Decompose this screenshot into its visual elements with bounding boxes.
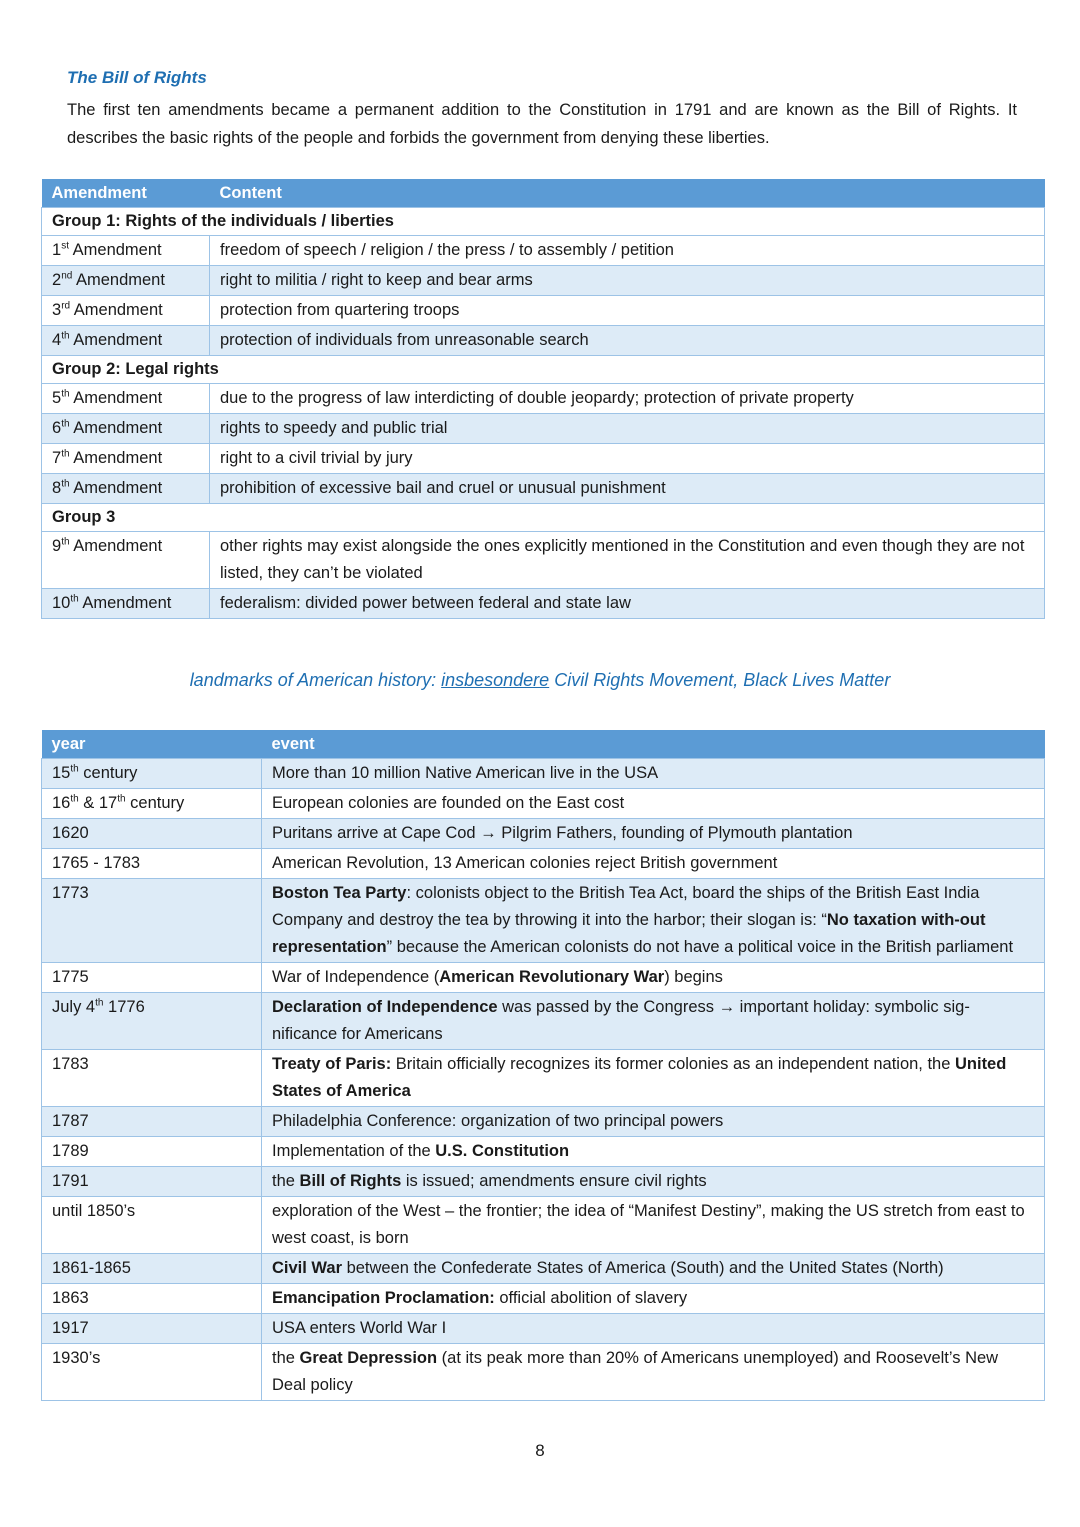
event-text: between the Confederate States of America (South) and the United States (North) <box>342 1259 944 1277</box>
year-cell <box>42 1050 262 1107</box>
amendment-label: Amendment <box>69 419 163 437</box>
event-text: the <box>272 1349 300 1367</box>
amendment-number: 1 <box>52 241 62 259</box>
event-highlight: Bill of Rights <box>299 1172 402 1190</box>
event-text: is issued; amendments ensure civil rights <box>401 1172 707 1190</box>
event-text: USA enters World War I <box>272 1319 447 1337</box>
amendment-label: Amendment <box>72 271 165 289</box>
table-row <box>42 532 1045 589</box>
event-text: War of Independence ( <box>272 968 440 986</box>
amendment-content: protection of individuals from unreasonable search <box>210 326 1045 356</box>
amendment-label: Amendment <box>69 331 163 349</box>
table-row <box>42 414 1045 444</box>
event-text: More than 10 million Native American live in the USA <box>272 764 659 782</box>
year-cell <box>42 1284 262 1314</box>
amendment-label: Amendment <box>69 537 163 555</box>
year-cell <box>42 819 262 849</box>
event-text: European colonies are founded on the East cost <box>272 794 625 812</box>
amendment-cell <box>42 266 210 296</box>
amendment-ordinal: th <box>61 330 70 342</box>
intro-paragraph: The first ten amendments became a permanent addition to the Constitution in 1791 and are known as the Bill of Rights. It describes the basic rights of the people and forbids the government from denying these liberties. <box>67 101 1017 147</box>
event-text: ) begins <box>664 968 723 986</box>
event-highlight: Civil War <box>272 1259 342 1277</box>
event-cell <box>262 819 1045 849</box>
year-text: 1930’s <box>52 1349 101 1367</box>
amendment-ordinal: th <box>61 448 70 460</box>
amendment-content: freedom of speech / religion / the press / to assembly / petition <box>210 236 1045 266</box>
header-event: event <box>262 731 1045 759</box>
table-row <box>42 384 1045 414</box>
table-row <box>42 963 1045 993</box>
amendment-number: 3 <box>52 301 62 319</box>
year-text: 1789 <box>52 1142 89 1160</box>
table-row <box>42 819 1045 849</box>
amendment-label: Amendment <box>69 479 163 497</box>
amendment-cell <box>42 474 210 504</box>
event-cell <box>262 1137 1045 1167</box>
table-row <box>42 236 1045 266</box>
amendment-ordinal: st <box>61 240 69 252</box>
table-row <box>42 589 1045 619</box>
amendment-ordinal: th <box>61 418 70 430</box>
table-row <box>42 266 1045 296</box>
year-text: 1783 <box>52 1055 89 1073</box>
year-cell <box>42 1137 262 1167</box>
amendment-cell <box>42 384 210 414</box>
landmarks-heading <box>0 670 1080 691</box>
table-row <box>42 1254 1045 1284</box>
event-highlight: U.S. Constitution <box>435 1142 570 1160</box>
event-text: Puritans arrive at Cape Cod → Pilgrim Fathers, founding of Plymouth plantation <box>272 824 853 842</box>
year-cell <box>42 963 262 993</box>
amendment-cell <box>42 589 210 619</box>
landmarks-prefix: landmarks of American history: <box>189 670 442 690</box>
table-row <box>42 879 1045 963</box>
event-highlight: Treaty of Paris: <box>272 1055 392 1073</box>
event-cell <box>262 1344 1045 1401</box>
event-text: Philadelphia Conference: organization of two principal powers <box>272 1112 724 1130</box>
timeline-table <box>41 730 1045 1401</box>
group-title: Group 2: Legal rights <box>42 356 1045 384</box>
year-ordinal: th <box>70 793 79 805</box>
year-ordinal: th <box>70 763 79 775</box>
amendment-content: protection from quartering troops <box>210 296 1045 326</box>
table-row <box>42 444 1045 474</box>
event-text: official abolition of slavery <box>494 1289 688 1307</box>
amendment-content: other rights may exist alongside the ones explicitly mentioned in the Constitution and even though they are not listed, they can’t be violated <box>210 532 1045 589</box>
event-highlight: Declaration of Independence <box>272 998 498 1016</box>
amendment-label: Amendment <box>69 449 163 467</box>
year-text: century <box>125 794 185 812</box>
year-text: century <box>78 764 138 782</box>
table-row <box>42 1167 1045 1197</box>
amendments-table-header <box>42 180 1045 208</box>
amendment-number: 7 <box>52 449 62 467</box>
year-cell <box>42 1344 262 1401</box>
event-cell <box>262 1284 1045 1314</box>
year-cell <box>42 759 262 789</box>
event-highlight: No taxation with-out representation <box>272 911 986 956</box>
table-row <box>42 474 1045 504</box>
amendment-number: 9 <box>52 537 62 555</box>
year-cell <box>42 993 262 1050</box>
event-cell <box>262 849 1045 879</box>
table-row <box>42 1050 1045 1107</box>
table-row <box>42 1344 1045 1401</box>
year-text: 1773 <box>52 884 89 902</box>
event-text: the <box>272 1172 300 1190</box>
event-cell <box>262 1167 1045 1197</box>
event-text: Implementation of the <box>272 1142 436 1160</box>
amendment-number: 10 <box>52 594 71 612</box>
amendment-ordinal: th <box>61 388 70 400</box>
amendments-table <box>41 179 1045 619</box>
event-text: : colonists object to the British Tea Act, board the ships of the British East India Company and destroy the tea by throwing it into the harbor; their slogan is: “ <box>272 884 980 929</box>
landmarks-underlined: insbesondere <box>441 670 550 690</box>
year-ordinal: th <box>117 793 126 805</box>
landmarks-suffix: Civil Rights Movement, Black Lives Matter <box>549 670 891 690</box>
amendment-cell <box>42 236 210 266</box>
amendment-cell <box>42 444 210 474</box>
amendment-ordinal: th <box>70 593 79 605</box>
amendment-ordinal: rd <box>61 300 71 312</box>
year-text: July 4 <box>52 998 96 1016</box>
event-highlight: United States of America <box>272 1055 1007 1100</box>
table-row <box>42 759 1045 789</box>
amendment-cell <box>42 326 210 356</box>
event-cell <box>262 1254 1045 1284</box>
event-cell <box>262 1107 1045 1137</box>
group-title: Group 3 <box>42 504 1045 532</box>
table-row <box>42 326 1045 356</box>
header-year: year <box>42 731 262 759</box>
year-cell <box>42 1107 262 1137</box>
event-text: was passed by the Congress → important holiday: symbolic sig-nificance for Americans <box>272 998 970 1043</box>
event-cell <box>262 1314 1045 1344</box>
year-text: 1775 <box>52 968 89 986</box>
year-cell <box>42 879 262 963</box>
event-highlight: American Revolutionary War <box>439 968 665 986</box>
event-highlight: Great Depression <box>299 1349 438 1367</box>
year-cell <box>42 1254 262 1284</box>
table-row <box>42 1197 1045 1254</box>
amendment-ordinal: th <box>61 536 70 548</box>
year-text: & 17 <box>78 794 118 812</box>
amendment-number: 5 <box>52 389 62 407</box>
year-cell <box>42 789 262 819</box>
table-row <box>42 1284 1045 1314</box>
page-number: 8 <box>535 1441 545 1460</box>
year-text: 1917 <box>52 1319 89 1337</box>
event-text: ” because the American colonists do not have a political voice in the British parliament <box>386 938 1014 956</box>
year-text: 16 <box>52 794 71 812</box>
amendment-cell <box>42 532 210 589</box>
header-content: Content <box>210 180 1045 208</box>
table-row <box>42 1107 1045 1137</box>
year-cell <box>42 1314 262 1344</box>
event-cell <box>262 759 1045 789</box>
amendment-content: due to the progress of law interdicting of double jeopardy; protection of private property <box>210 384 1045 414</box>
amendment-label: Amendment <box>69 389 163 407</box>
event-highlight: Emancipation Proclamation: <box>272 1289 495 1307</box>
amendment-number: 4 <box>52 331 62 349</box>
amendment-ordinal: nd <box>61 270 73 282</box>
amendment-cell <box>42 296 210 326</box>
amendment-label: Amendment <box>70 301 163 319</box>
amendment-number: 8 <box>52 479 62 497</box>
amendment-label: Amendment <box>68 241 162 259</box>
amendment-content: right to militia / right to keep and bear arms <box>210 266 1045 296</box>
amendment-label: Amendment <box>78 594 172 612</box>
event-cell <box>262 879 1045 963</box>
event-cell <box>262 993 1045 1050</box>
amendment-content: federalism: divided power between federal and state law <box>210 589 1045 619</box>
amendment-content: rights to speedy and public trial <box>210 414 1045 444</box>
year-text: 1791 <box>52 1172 89 1190</box>
event-cell <box>262 963 1045 993</box>
year-ordinal: th <box>95 997 104 1009</box>
group-row <box>42 504 1045 532</box>
header-amendment: Amendment <box>42 180 210 208</box>
year-text: 1765 - 1783 <box>52 854 141 872</box>
amendment-content: right to a civil trivial by jury <box>210 444 1045 474</box>
event-highlight: Boston Tea Party <box>272 884 407 902</box>
year-text: 1776 <box>103 998 145 1016</box>
year-text: until 1850’s <box>52 1202 136 1220</box>
year-text: 1787 <box>52 1112 89 1130</box>
event-text: exploration of the West – the frontier; the idea of “Manifest Destiny”, making the US stretch from east to west coast, is born <box>272 1202 1025 1247</box>
group-row <box>42 208 1045 236</box>
amendment-number: 6 <box>52 419 62 437</box>
event-cell <box>262 789 1045 819</box>
year-cell <box>42 1197 262 1254</box>
table-row <box>42 296 1045 326</box>
table-row <box>42 1137 1045 1167</box>
event-text: American Revolution, 13 American colonies reject British government <box>272 854 778 872</box>
year-text: 1863 <box>52 1289 89 1307</box>
table-row <box>42 789 1045 819</box>
group-row <box>42 356 1045 384</box>
table-row <box>42 1314 1045 1344</box>
year-text: 1620 <box>52 824 89 842</box>
event-cell <box>262 1197 1045 1254</box>
year-text: 1861-1865 <box>52 1259 131 1277</box>
event-text: (at its peak more than 20% of Americans unemployed) and Roosevelt’s New Deal policy <box>272 1349 999 1394</box>
event-cell <box>262 1050 1045 1107</box>
amendment-ordinal: th <box>61 478 70 490</box>
table-row <box>42 993 1045 1050</box>
event-text: Britain officially recognizes its former colonies as an independent nation, the <box>391 1055 955 1073</box>
amendment-number: 2 <box>52 271 62 289</box>
table-row <box>42 849 1045 879</box>
group-title: Group 1: Rights of the individuals / liberties <box>42 208 1045 236</box>
year-cell <box>42 1167 262 1197</box>
year-cell <box>42 849 262 879</box>
timeline-table-header <box>42 731 1045 759</box>
year-text: 15 <box>52 764 71 782</box>
section-title: The Bill of Rights <box>67 68 207 87</box>
amendment-content: prohibition of excessive bail and cruel or unusual punishment <box>210 474 1045 504</box>
amendment-cell <box>42 414 210 444</box>
